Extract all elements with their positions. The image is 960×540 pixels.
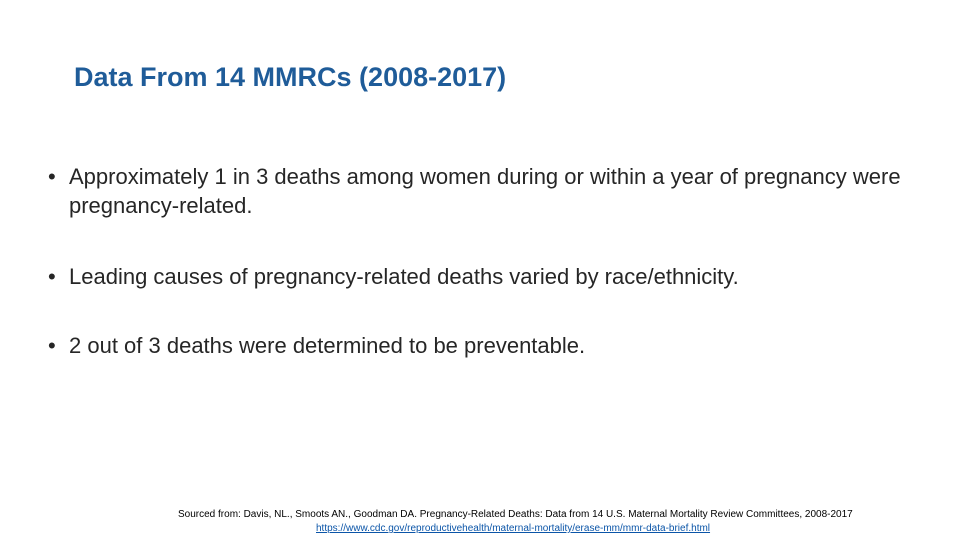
bullet-item	[48, 162, 908, 220]
bullet-text: 2 out of 3 deaths were determined to be preventable.	[69, 333, 586, 358]
source-text: Sourced from: Davis, NL., Smoots AN., Goodman DA. Pregnancy-Related Deaths: Data from 14 U.S. Maternal Mortality Review Committees, 2008-2017	[178, 509, 853, 520]
slide-title: Data From 14 MMRCs (2008-2017)	[74, 62, 507, 92]
bullet-item	[48, 331, 908, 360]
bullet-item	[48, 262, 908, 291]
bullet-marker: •	[48, 264, 56, 289]
bullet-text: Leading causes of pregnancy-related deaths varied by race/ethnicity.	[69, 264, 739, 289]
source-link[interactable]: https://www.cdc.gov/reproductivehealth/maternal-mortality/erase-mm/mmr-data-brief.html	[316, 523, 711, 534]
source-citation	[178, 508, 918, 536]
bullet-text: Approximately 1 in 3 deaths among women during or within a year of pregnancy were pregnancy-related.	[69, 164, 901, 218]
bullet-list	[48, 162, 908, 360]
bullet-marker: •	[48, 164, 56, 189]
bullet-marker: •	[48, 333, 56, 358]
